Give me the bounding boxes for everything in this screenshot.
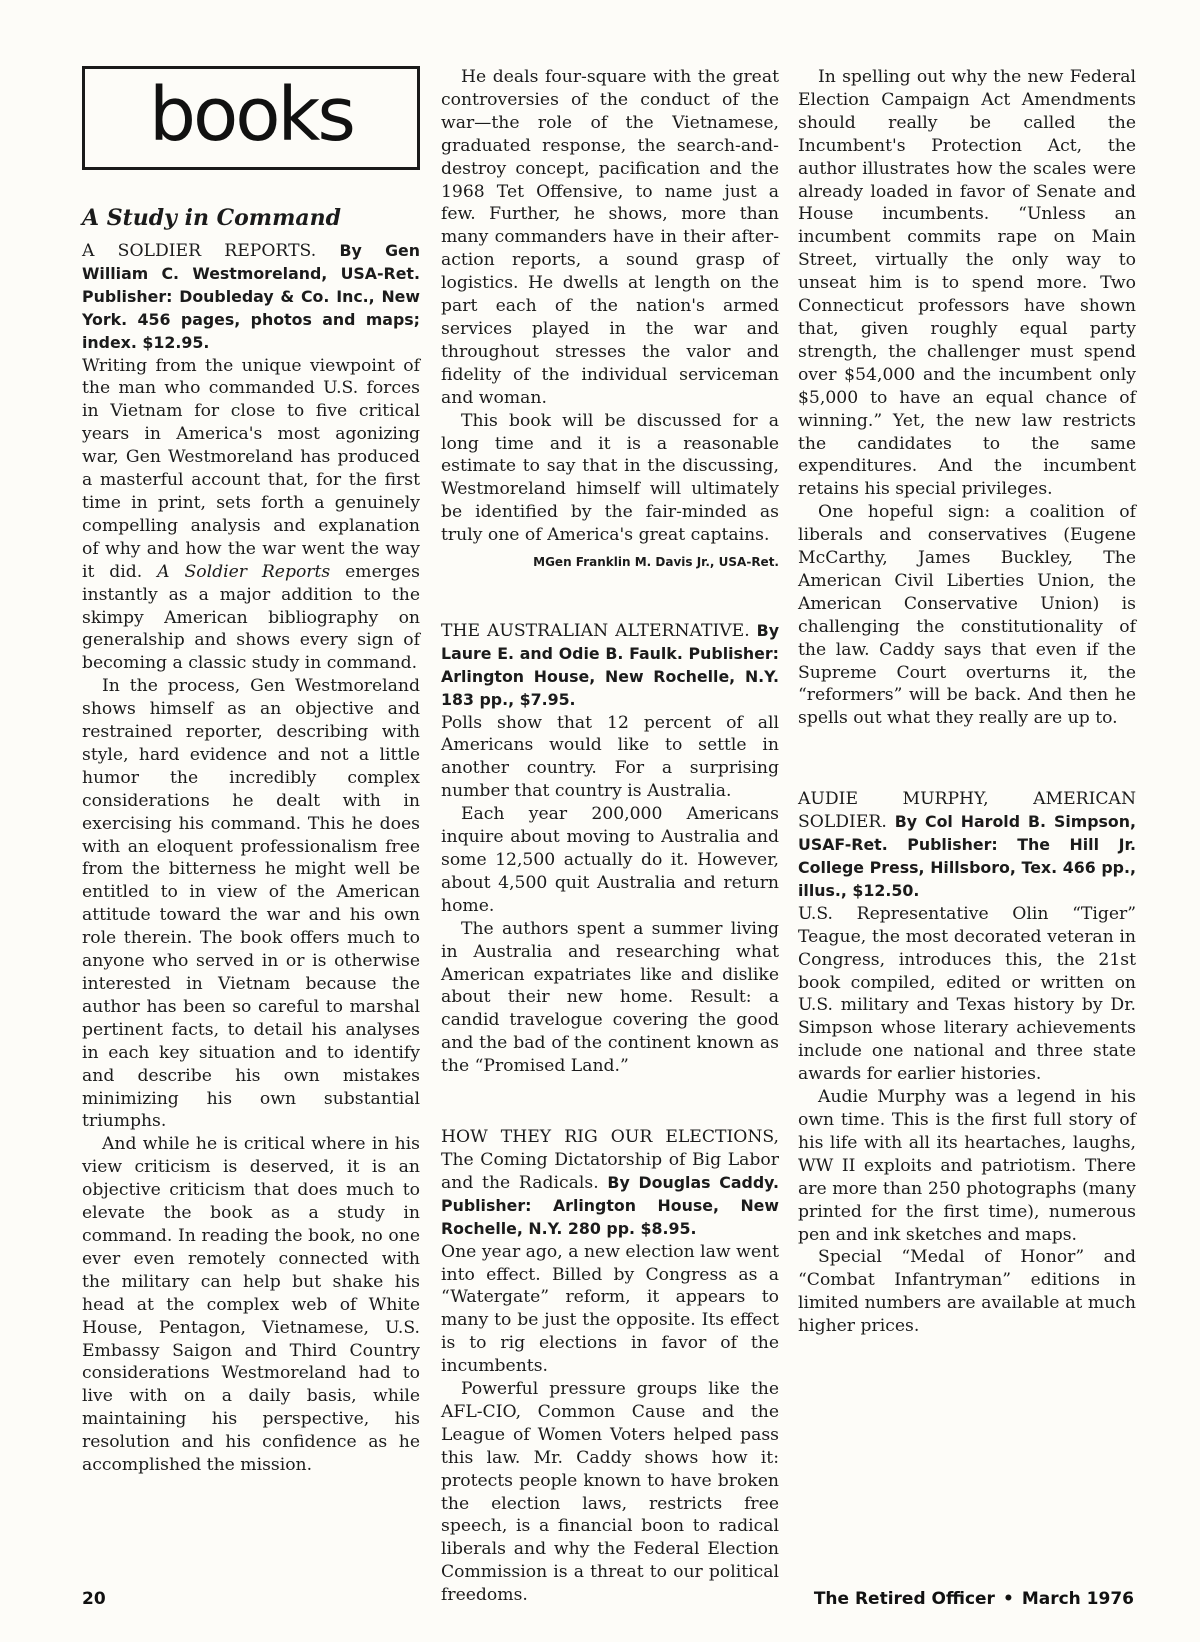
bullet-separator: • (1002, 1589, 1014, 1609)
review-3-paragraph-4: One hopeful sign: a coalition of liberals and conservatives (Eugene McCarthy, James Buckley, The American Civil Liberties Union, the American Conservative Union) is challenging the constitutionality of the law. Caddy says that even if the Supreme Court overturns it, the “reformers” will be back. And then he spells out what they really are up to. (798, 502, 1136, 729)
review-3-heading (441, 1126, 779, 1241)
issue-date: March 1976 (1021, 1589, 1134, 1609)
review-1-title: A SOLDIER REPORTS. (82, 241, 317, 261)
review-1-inline-title: A Soldier Reports (157, 561, 331, 582)
masthead-title: books (149, 72, 353, 158)
review-2-details: By Laure E. and Odie B. Faulk. Publisher: Arlington House, New Rochelle, N.Y. 183 pp., $7.95. (441, 620, 779, 709)
review-3-paragraph-3: In spelling out why the new Federal Election Campaign Act Amendments should really be called the Incumbent's Protection Act, the author illustrates how the scales were already loaded in favor of Senate and House incumbents. “Unless an incumbent commits rape on Main Street, virtually the only way to unseat him is to spend more. Two Connecticut professors have shown that, given roughly equal party strength, the challenger must spend over $54,000 and the incumbent only $5,000 to have an equal chance of winning.” Yet, the new law restricts the candidates to the same expenditures. And the incumbent retains his special privileges. (798, 67, 1136, 500)
review-1-paragraph-5: This book will be discussed for a long time and it is a reasonable estimate to say that in the discussing, Westmoreland himself will ultimately be identified by the fair-minded as truly one of America's great captains. (441, 410, 779, 546)
section-title: A Study in Command (82, 205, 341, 231)
review-4-paragraph-1: U.S. Representative Olin “Tiger” Teague, the most decorated veteran in Congress, introduces this, the 21st book compiled, edited or written on U.S. military and Texas history by Dr. Simpson whose literary achievements include one national and three state awards for earlier histories. (798, 903, 1136, 1085)
review-1-paragraph-4: He deals four-square with the great controversies of the conduct of the war—the role of the Vietnamese, graduated response, the search-and-destroy concept, pacification and the 1968 Tet Offensive, to name just a few. Further, he shows, more than many commanders have in their after-action reports, a sound grasp of logistics. He dwells at length on the part each of the nation's armed services played in the war and throughout stresses the valor and fidelity of the individual serviceman and woman. (441, 67, 779, 408)
review-1-paragraph-2: In the process, Gen Westmoreland shows himself as an objective and restrained reporter, describing with style, hard evidence and not a little humor the incredibly complex considerations he dealt with in exercising his command. This he does with an eloquent professionalism free from the bitterness he might well be entitled to in view of the American attitude toward the war and his own role therein. The book offers much to anyone who served in or is otherwise interested in Vietnam because the author has been so careful to marshal pertinent facts, to detail his analyses in each key situation and to identify and describe his own mistakes minimizing his own substantial triumphs. (82, 676, 420, 1132)
footer-publication-line (814, 1589, 1134, 1609)
review-3-details: By Douglas Caddy. Publisher: Arlington House, New Rochelle, N.Y. 280 pp. $8.95. (441, 1172, 779, 1238)
review-2-paragraph-3: The authors spent a summer living in Australia and researching what American expatriates like and dislike about their new home. Result: a candid travelogue covering the good and the bad of the continent known as the “Promised Land.” (441, 918, 779, 1077)
review-3-paragraph-2: Powerful pressure groups like the AFL-CIO, Common Cause and the League of Women Voters helped pass this law. Mr. Caddy shows how it: protects people known to have broken the election laws, restricts free speech, is a financial boon to radical liberals and why the Federal Election Commission is a threat to our political freedoms. (441, 1379, 779, 1606)
review-3-title: HOW THEY RIG OUR ELECTIONS, The Coming Dictatorship of Big Labor and the Radicals. (441, 1127, 779, 1193)
column-2 (441, 66, 779, 1607)
review-1-paragraph-1-rest: emerges instantly as a major addition to the skimpy American bibliography on generalship and shows every sign of becoming a classic study in command. (82, 561, 420, 674)
review-3-paragraph-1: One year ago, a new election law went into effect. Billed by Congress as a “Watergate” reform, it appears to many to be just the opposite. Its effect is to rig elections in favor of the incumbents. (441, 1241, 779, 1377)
review-4-details: By Col Harold B. Simpson, USAF-Ret. Publisher: The Hill Jr. College Press, Hillsboro, Tex. 466 pp., illus., $12.50. (798, 812, 1137, 900)
column-1 (82, 66, 420, 1477)
publication-name: The Retired Officer (813, 1589, 995, 1609)
review-2-paragraph-1: Polls show that 12 percent of all Americans would like to settle in another country. For a surprising number that country is Australia. (441, 712, 779, 802)
review-2-heading (441, 620, 779, 712)
review-1-heading (82, 240, 420, 355)
books-masthead (82, 66, 420, 170)
column-3 (798, 66, 1136, 1338)
review-2-title: THE AUSTRALIAN ALTERNATIVE. (441, 620, 750, 641)
review-1-paragraph-1: Writing from the unique viewpoint of the man who commanded U.S. forces in Vietnam for close to five critical years in America's most agonizing war, Gen Westmoreland has produced a masterful account that, for the first time in print, sets forth a genuinely compelling analysis and explanation of why and how the war went the way it did. (82, 355, 420, 582)
review-4-paragraph-3: Special “Medal of Honor” and “Combat Infantryman” editions in limited numbers are available at much higher prices. (798, 1247, 1136, 1337)
review-2-paragraph-2: Each year 200,000 Americans inquire about moving to Australia and some 12,500 actually do it. However, about 4,500 quit Australia and return home. (441, 804, 779, 916)
review-1-details: By Gen William C. Westmoreland, USA-Ret. Publisher: Doubleday & Co. Inc., New York. 456 pages, photos and maps; index. $12.95. (82, 241, 421, 352)
review-4-title: AUDIE MURPHY, AMERICAN SOLDIER. (798, 789, 1136, 833)
page-number: 20 (82, 1589, 106, 1609)
review-4-paragraph-2: Audie Murphy was a legend in his own time. This is the first full story of his life with all its heartaches, laughs, WW II exploits and patriotism. There are more than 250 photographs (many printed for the first time), numerous pen and ink sketches and maps. (798, 1087, 1136, 1245)
review-4-heading (798, 788, 1136, 903)
review-1-reviewer: MGen Franklin M. Davis Jr., USA-Ret. (533, 555, 779, 570)
review-1-paragraph-3: And while he is critical where in his view criticism is deserved, it is an objective criticism that does much to elevate the book as a study in command. In reading the book, no one ever even remotely connected with the military can help but shake his head at the complex web of White House, Pentagon, Vietnamese, U.S. Embassy Saigon and Third Country considerations Westmoreland had to live with on a daily basis, while maintaining his perspective, his resolution and his confidence as he accomplished the mission. (82, 1134, 420, 1476)
